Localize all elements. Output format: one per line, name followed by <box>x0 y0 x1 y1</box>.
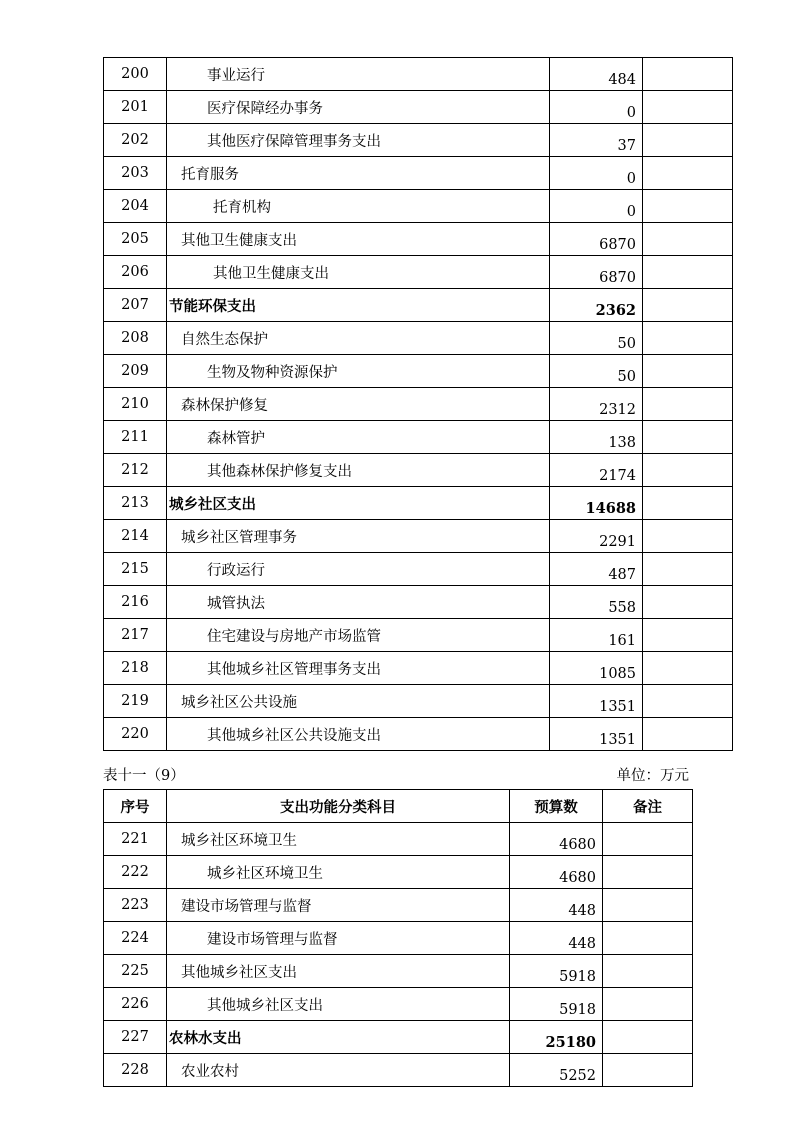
budget-table <box>103 789 693 1087</box>
table-caption: 表十一（9） <box>103 768 185 784</box>
row-seq: 221 <box>104 823 167 856</box>
row-seq: 216 <box>104 586 167 619</box>
row-budget: 1351 <box>550 718 643 751</box>
row-category: 其他城乡社区支出 <box>167 955 510 988</box>
table-row <box>104 652 733 685</box>
row-note <box>643 157 733 190</box>
row-category: 其他城乡社区支出 <box>167 988 510 1021</box>
row-note <box>643 421 733 454</box>
row-category: 城乡社区环境卫生 <box>167 823 510 856</box>
row-seq: 200 <box>104 58 167 91</box>
table-row <box>104 586 733 619</box>
row-budget: 484 <box>550 58 643 91</box>
row-budget: 25180 <box>510 1021 603 1054</box>
row-note <box>643 652 733 685</box>
row-seq: 224 <box>104 922 167 955</box>
row-category: 城管执法 <box>167 586 550 619</box>
row-note <box>643 223 733 256</box>
row-budget: 4680 <box>510 856 603 889</box>
row-seq: 209 <box>104 355 167 388</box>
table-row <box>104 988 693 1021</box>
row-category: 森林管护 <box>167 421 550 454</box>
header-budget: 预算数 <box>510 790 603 823</box>
table-row <box>104 190 733 223</box>
table-row <box>104 553 733 586</box>
row-seq: 218 <box>104 652 167 685</box>
row-category: 自然生态保护 <box>167 322 550 355</box>
row-note <box>643 355 733 388</box>
table-row <box>104 889 693 922</box>
row-budget: 2362 <box>550 289 643 322</box>
header-seq: 序号 <box>104 790 167 823</box>
row-note <box>643 619 733 652</box>
row-note <box>643 91 733 124</box>
row-category: 建设市场管理与监督 <box>167 922 510 955</box>
row-note <box>643 487 733 520</box>
row-seq: 206 <box>104 256 167 289</box>
row-category: 其他城乡社区公共设施支出 <box>167 718 550 751</box>
row-category: 事业运行 <box>167 58 550 91</box>
row-budget: 0 <box>550 190 643 223</box>
row-seq: 201 <box>104 91 167 124</box>
row-seq: 222 <box>104 856 167 889</box>
table-row <box>104 619 733 652</box>
row-budget: 448 <box>510 889 603 922</box>
row-category: 其他卫生健康支出 <box>167 223 550 256</box>
row-budget: 37 <box>550 124 643 157</box>
row-category: 行政运行 <box>167 553 550 586</box>
row-seq: 207 <box>104 289 167 322</box>
row-seq: 208 <box>104 322 167 355</box>
row-seq: 226 <box>104 988 167 1021</box>
table-row <box>104 421 733 454</box>
row-budget: 4680 <box>510 823 603 856</box>
row-note <box>643 322 733 355</box>
row-budget: 50 <box>550 355 643 388</box>
table-row <box>104 388 733 421</box>
row-note <box>603 1021 693 1054</box>
row-budget: 6870 <box>550 256 643 289</box>
row-seq: 211 <box>104 421 167 454</box>
row-note <box>603 988 693 1021</box>
row-category: 其他医疗保障管理事务支出 <box>167 124 550 157</box>
unit-label: 单位：万元 <box>616 768 689 784</box>
row-note <box>603 889 693 922</box>
table-row <box>104 454 733 487</box>
row-budget: 161 <box>550 619 643 652</box>
row-note <box>603 823 693 856</box>
row-budget: 2291 <box>550 520 643 553</box>
table-row <box>104 823 693 856</box>
row-category: 城乡社区公共设施 <box>167 685 550 718</box>
row-seq: 202 <box>104 124 167 157</box>
row-seq: 223 <box>104 889 167 922</box>
row-seq: 203 <box>104 157 167 190</box>
header-note: 备注 <box>603 790 693 823</box>
row-note <box>643 58 733 91</box>
row-category: 住宅建设与房地产市场监管 <box>167 619 550 652</box>
row-note <box>603 1054 693 1087</box>
row-seq: 228 <box>104 1054 167 1087</box>
table-row <box>104 256 733 289</box>
row-category: 城乡社区管理事务 <box>167 520 550 553</box>
table-row <box>104 223 733 256</box>
table-row <box>104 1021 693 1054</box>
row-note <box>643 124 733 157</box>
row-budget: 5918 <box>510 988 603 1021</box>
row-seq: 213 <box>104 487 167 520</box>
row-note <box>643 685 733 718</box>
row-budget: 448 <box>510 922 603 955</box>
table-row <box>104 124 733 157</box>
table-row <box>104 91 733 124</box>
table-row <box>104 955 693 988</box>
row-category: 托育机构 <box>167 190 550 223</box>
row-budget: 138 <box>550 421 643 454</box>
row-budget: 50 <box>550 322 643 355</box>
row-note <box>643 718 733 751</box>
row-category: 农林水支出 <box>167 1021 510 1054</box>
row-note <box>643 256 733 289</box>
row-budget: 487 <box>550 553 643 586</box>
row-seq: 219 <box>104 685 167 718</box>
row-seq: 212 <box>104 454 167 487</box>
row-budget: 14688 <box>550 487 643 520</box>
row-note <box>643 553 733 586</box>
row-category: 城乡社区环境卫生 <box>167 856 510 889</box>
row-note <box>643 388 733 421</box>
row-budget: 6870 <box>550 223 643 256</box>
row-note <box>643 586 733 619</box>
budget-table-body <box>104 823 693 1087</box>
row-category: 其他森林保护修复支出 <box>167 454 550 487</box>
row-category: 城乡社区支出 <box>167 487 550 520</box>
row-category: 森林保护修复 <box>167 388 550 421</box>
table-row <box>104 322 733 355</box>
row-budget: 0 <box>550 157 643 190</box>
table-header-row <box>104 790 693 823</box>
row-seq: 205 <box>104 223 167 256</box>
table-row <box>104 520 733 553</box>
row-seq: 217 <box>104 619 167 652</box>
row-category: 农业农村 <box>167 1054 510 1087</box>
row-budget: 558 <box>550 586 643 619</box>
row-note <box>643 289 733 322</box>
table-row <box>104 856 693 889</box>
row-category: 节能环保支出 <box>167 289 550 322</box>
table-row <box>104 58 733 91</box>
row-note <box>603 922 693 955</box>
row-category: 医疗保障经办事务 <box>167 91 550 124</box>
row-category: 生物及物种资源保护 <box>167 355 550 388</box>
row-note <box>643 520 733 553</box>
row-budget: 5918 <box>510 955 603 988</box>
row-budget: 1085 <box>550 652 643 685</box>
row-seq: 214 <box>104 520 167 553</box>
table-row <box>104 1054 693 1087</box>
row-category: 其他城乡社区管理事务支出 <box>167 652 550 685</box>
row-seq: 227 <box>104 1021 167 1054</box>
row-seq: 210 <box>104 388 167 421</box>
row-budget: 5252 <box>510 1054 603 1087</box>
budget-table-body <box>104 58 733 751</box>
row-category: 建设市场管理与监督 <box>167 889 510 922</box>
row-note <box>643 454 733 487</box>
table-row <box>104 487 733 520</box>
row-seq: 225 <box>104 955 167 988</box>
row-budget: 0 <box>550 91 643 124</box>
row-note <box>603 856 693 889</box>
header-category: 支出功能分类科目 <box>167 790 510 823</box>
table-row <box>104 355 733 388</box>
row-budget: 2312 <box>550 388 643 421</box>
row-note <box>603 955 693 988</box>
table-row <box>104 289 733 322</box>
row-note <box>643 190 733 223</box>
row-budget: 1351 <box>550 685 643 718</box>
table-row <box>104 718 733 751</box>
budget-table-continued <box>103 57 733 751</box>
row-category: 托育服务 <box>167 157 550 190</box>
row-seq: 215 <box>104 553 167 586</box>
table-row <box>104 685 733 718</box>
table-row <box>104 922 693 955</box>
row-budget: 2174 <box>550 454 643 487</box>
row-seq: 220 <box>104 718 167 751</box>
row-seq: 204 <box>104 190 167 223</box>
row-category: 其他卫生健康支出 <box>167 256 550 289</box>
table-row <box>104 157 733 190</box>
